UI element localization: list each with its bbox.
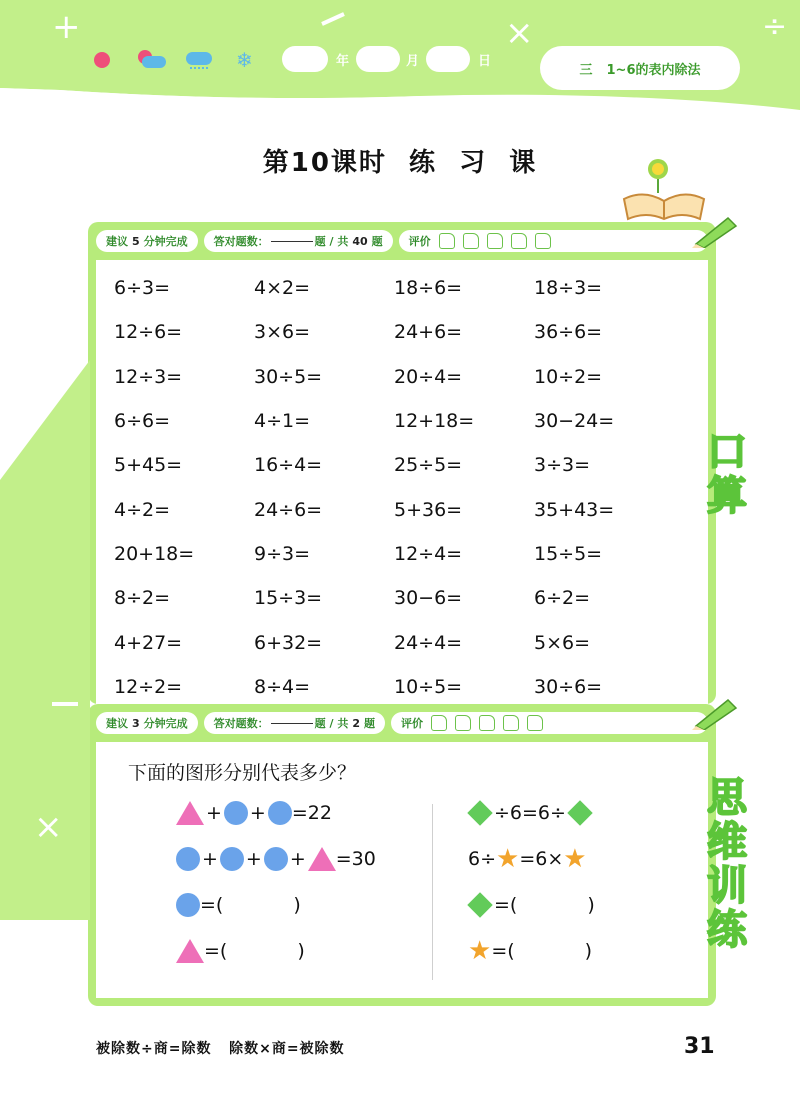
oral-section-tab: 口算 <box>707 429 747 519</box>
left-decoration-band <box>0 360 90 920</box>
year-field[interactable] <box>282 46 328 72</box>
thumbs-up-icon[interactable] <box>535 233 551 249</box>
star-icon: ★ <box>563 844 587 874</box>
equation-diamond: ÷6=6÷ <box>466 798 594 828</box>
circle-icon <box>176 893 200 917</box>
oral-problem: 4÷2= <box>114 498 171 521</box>
grid-row <box>114 443 674 487</box>
thinking-question: 下面的图形分别代表多少？ <box>128 762 357 784</box>
diamond-icon <box>567 800 592 825</box>
month-label: 月 <box>406 54 420 69</box>
circle-icon <box>264 847 288 871</box>
circle-icon <box>224 801 248 825</box>
oral-problem: 20÷4= <box>394 365 463 388</box>
oral-problem: 36÷6= <box>534 321 603 344</box>
oral-problem: 12÷4= <box>394 542 463 565</box>
thumbs-up-icon[interactable] <box>527 715 543 731</box>
oral-problem: 6+32= <box>254 631 323 654</box>
answer-diamond[interactable]: =( ) <box>466 890 595 920</box>
oral-problem: 6÷2= <box>534 587 591 610</box>
oral-problem: 12÷2= <box>114 675 183 698</box>
day-label: 日 <box>478 54 492 69</box>
oral-suggest-time: 建议 5 分钟完成 <box>96 230 198 252</box>
sunny-weather-icon[interactable] <box>94 52 110 68</box>
oral-problem: 30÷6= <box>534 675 603 698</box>
month-field[interactable] <box>356 46 400 72</box>
page-number: 31 <box>684 1034 715 1059</box>
oral-arithmetic-grid <box>114 266 674 709</box>
grid-row <box>114 310 674 354</box>
oral-problem: 10÷5= <box>394 675 463 698</box>
rainy-weather-icon[interactable] <box>186 52 212 74</box>
oral-problem: 12+18= <box>394 410 475 433</box>
oral-problem: 15÷3= <box>254 587 323 610</box>
thinking-correct-blank[interactable] <box>271 723 313 724</box>
oral-problem: 4×2= <box>254 277 311 300</box>
diamond-icon <box>467 892 492 917</box>
equation-circles-triangle: + + + =30 <box>176 844 376 874</box>
circle-icon <box>268 801 292 825</box>
grid-row <box>114 266 674 310</box>
svg-text:×: × <box>505 13 534 53</box>
thumbs-up-icon[interactable] <box>463 233 479 249</box>
grid-row <box>114 665 674 709</box>
oral-problem: 6÷6= <box>114 410 171 433</box>
oral-problem: 35+43= <box>534 498 615 521</box>
oral-problem: 20+18= <box>114 542 195 565</box>
grid-row <box>114 620 674 664</box>
oral-score-count: 答对题数： 题 / 共 40 题 <box>204 230 393 252</box>
thumbs-up-icon[interactable] <box>455 715 471 731</box>
partly-cloudy-icon[interactable] <box>138 50 166 70</box>
oral-problem: 16÷4= <box>254 454 323 477</box>
svg-text:÷: ÷ <box>762 9 788 44</box>
oral-problem: 15÷5= <box>534 542 603 565</box>
column-divider <box>432 804 433 980</box>
division-rule-footer: 被除数÷商=除数 除数×商=被除数 <box>96 1041 345 1057</box>
oral-problem: 30−24= <box>534 410 615 433</box>
oral-problem: 10÷2= <box>534 365 603 388</box>
thumbs-up-icon[interactable] <box>503 715 519 731</box>
triangle-icon <box>176 939 204 963</box>
thumbs-up-icon[interactable] <box>431 715 447 731</box>
oral-correct-blank[interactable] <box>271 241 313 242</box>
thinking-score-count: 答对题数： 题 / 共 2 题 <box>204 712 385 734</box>
oral-problem: 9÷3= <box>254 542 311 565</box>
circle-icon <box>176 847 200 871</box>
thinking-suggest-time: 建议 3 分钟完成 <box>96 712 198 734</box>
oral-problem: 30÷5= <box>254 365 323 388</box>
oral-problem: 12÷6= <box>114 321 183 344</box>
oral-problem: 30−6= <box>394 587 463 610</box>
triangle-icon <box>176 801 204 825</box>
svg-text:+: + <box>52 7 81 47</box>
pencil-icon <box>690 694 740 730</box>
oral-problem: 5×6= <box>534 631 591 654</box>
thumbs-up-icon[interactable] <box>511 233 527 249</box>
unit-title-badge <box>540 46 740 90</box>
snowflake-icon[interactable]: ❄ <box>236 48 253 72</box>
triangle-icon <box>308 847 336 871</box>
pencil-icon <box>690 212 740 248</box>
day-field[interactable] <box>426 46 470 72</box>
oral-problem: 12÷3= <box>114 365 183 388</box>
diamond-icon <box>467 800 492 825</box>
oral-problem: 5+36= <box>394 498 463 521</box>
grid-row <box>114 355 674 399</box>
page-title: 第10课时 练 习 课 <box>262 148 538 178</box>
grid-row <box>114 399 674 443</box>
oral-problem: 8÷4= <box>254 675 311 698</box>
oral-problem: 18÷6= <box>394 277 463 300</box>
oral-problem: 3÷3= <box>534 454 591 477</box>
thumbs-up-icon[interactable] <box>479 715 495 731</box>
oral-problem: 6÷3= <box>114 277 171 300</box>
oral-problem: 24÷6= <box>254 498 323 521</box>
unit-title-text: 1~6的表内除法 <box>606 62 701 78</box>
oral-problem: 5+45= <box>114 454 183 477</box>
oral-rating: 评价 <box>399 230 708 252</box>
answer-circle[interactable]: =( ) <box>176 890 301 920</box>
thumbs-up-icon[interactable] <box>487 233 503 249</box>
svg-text:×: × <box>34 807 63 847</box>
oral-problem: 24+6= <box>394 321 463 344</box>
equation-triangle-circles: + + =22 <box>176 798 332 828</box>
grid-row <box>114 532 674 576</box>
circle-icon <box>220 847 244 871</box>
grid-row <box>114 576 674 620</box>
thumbs-up-icon[interactable] <box>439 233 455 249</box>
thinking-section-tab: 思维训练 <box>707 775 747 953</box>
star-icon: ★ <box>496 844 520 874</box>
oral-problem: 4+27= <box>114 631 183 654</box>
equation-star: 6÷ ★ =6× ★ <box>468 844 587 874</box>
thinking-tips-bar <box>96 712 708 734</box>
oral-problem: 8÷2= <box>114 587 171 610</box>
oral-tips-bar <box>96 230 708 252</box>
oral-problem: 25÷5= <box>394 454 463 477</box>
unit-number: 三 <box>579 62 593 78</box>
oral-problem: 18÷3= <box>534 277 603 300</box>
oral-problem: 3×6= <box>254 321 311 344</box>
answer-triangle[interactable]: =( ) <box>176 936 305 966</box>
oral-problem: 4÷1= <box>254 410 311 433</box>
star-icon: ★ <box>468 936 492 966</box>
answer-star[interactable]: ★ =( ) <box>468 936 593 966</box>
grid-row <box>114 487 674 531</box>
oral-problem: 24÷4= <box>394 631 463 654</box>
year-label: 年 <box>336 54 350 69</box>
thinking-rating: 评价 <box>391 712 708 734</box>
